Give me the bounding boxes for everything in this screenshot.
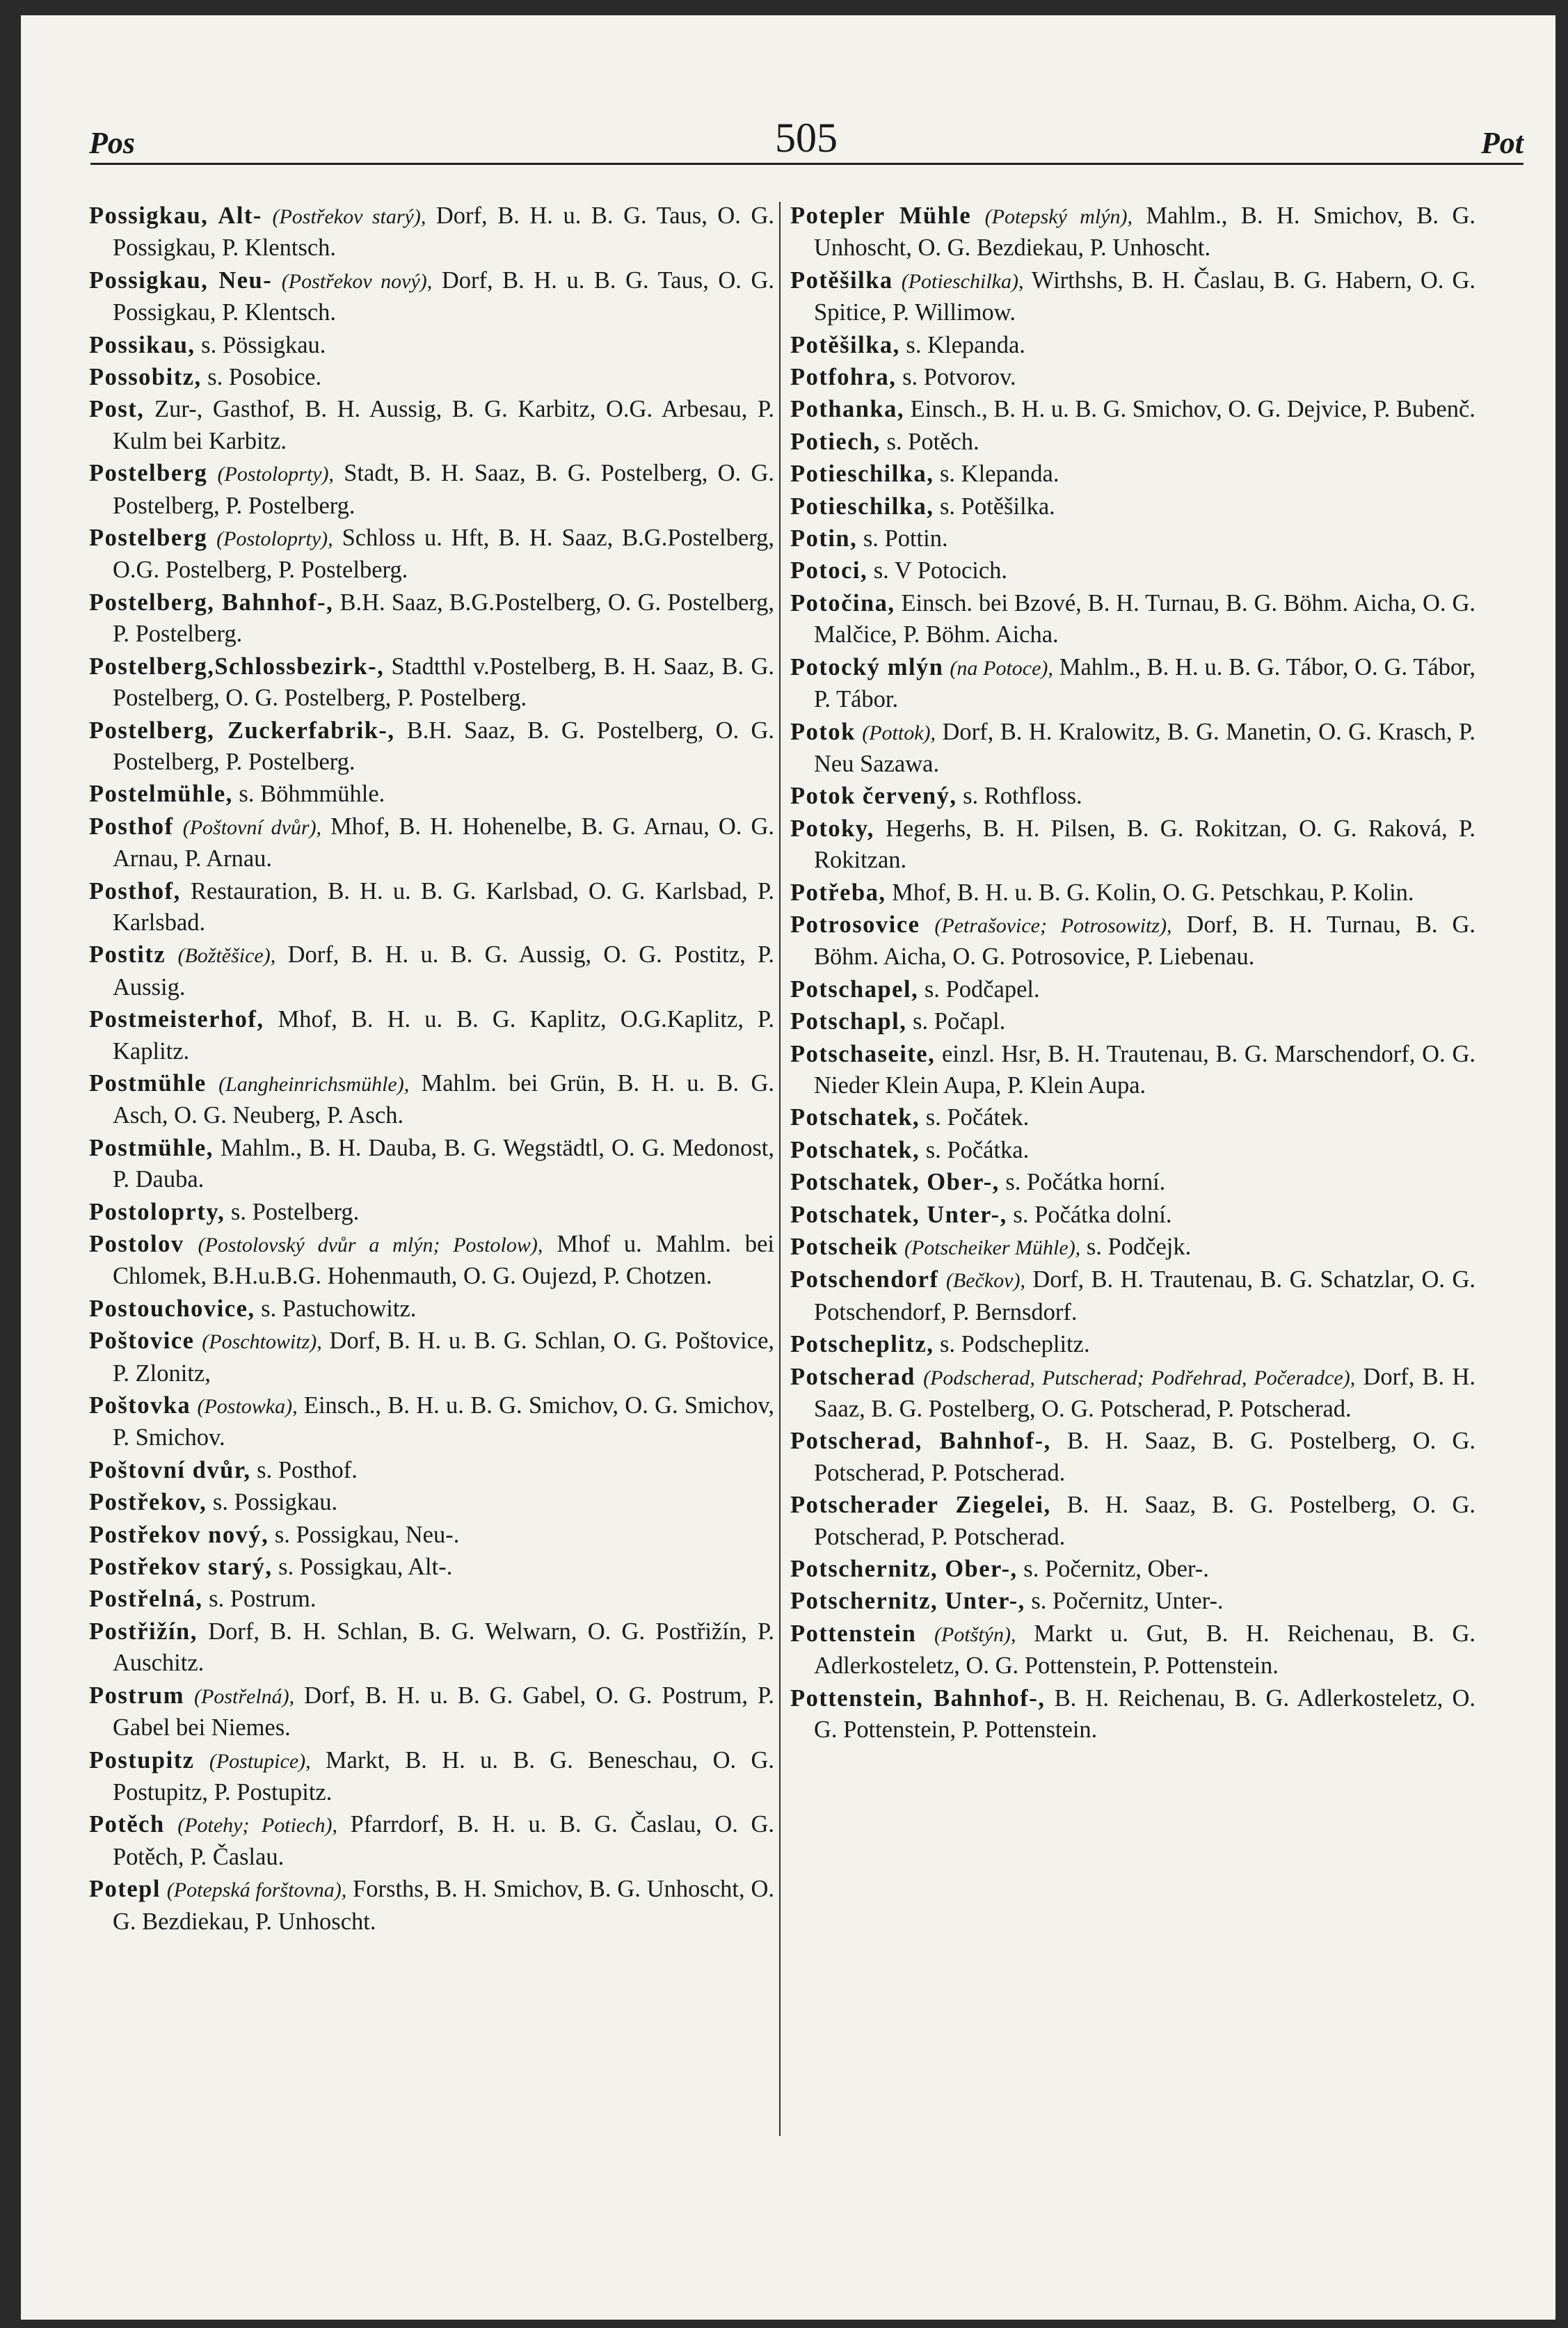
running-head bbox=[89, 104, 1523, 167]
entry-description: Mhof, B. H. Hohenelbe, B. G. Arnau, O. G. Arnau, P. Arnau. bbox=[113, 813, 774, 872]
entry-description: Mahlm., B. H. Smichov, B. G. Unhoscht, O. G. Bezdiekau, P. Unhoscht. bbox=[814, 202, 1476, 262]
gazetteer-entry bbox=[89, 330, 774, 361]
entry-description: Mhof, B. H. u. B. G. Kolin, O. G. Petschkau, P. Kolin. bbox=[892, 879, 1414, 906]
gazetteer-entry bbox=[89, 1584, 774, 1615]
gazetteer-entry bbox=[89, 715, 774, 779]
entry-description: s. Podčejk. bbox=[1086, 1234, 1192, 1260]
entry-description: Mahlm., B. H. Dauba, B. G. Wegstädtl, O. G. Medonost, P. Dauba. bbox=[113, 1134, 774, 1193]
gazetteer-entry bbox=[790, 1618, 1475, 1682]
gazetteer-entry bbox=[790, 330, 1475, 361]
entry-description: Wirthshs, B. H. Časlau, B. G. Habern, O. G. Spitice, P. Willimow. bbox=[814, 266, 1475, 326]
right-column bbox=[790, 200, 1475, 1747]
gazetteer-entry bbox=[89, 1616, 774, 1680]
entry-headword: Potin, bbox=[790, 525, 858, 552]
entry-headword: Potschatek, bbox=[790, 1104, 920, 1131]
page bbox=[21, 15, 1555, 2320]
entry-description: B. H. Reichenau, B. G. Adlerkosteletz, O. G. Pottenstein, P. Pottenstein. bbox=[814, 1684, 1475, 1744]
entry-description: s. Böhmmühle. bbox=[239, 781, 385, 808]
entry-alternate-name: (Langheinrichsmühle), bbox=[218, 1072, 410, 1096]
entry-headword: Postmühle bbox=[89, 1069, 207, 1097]
entry-headword: Postelberg,Schlossbezirk-, bbox=[89, 653, 385, 680]
entry-description: s. Potěšilka. bbox=[940, 493, 1055, 520]
entry-headword: Postelberg bbox=[89, 525, 208, 552]
entry-headword: Postupitz bbox=[89, 1746, 195, 1773]
left-column bbox=[89, 200, 774, 1938]
entry-description: Dorf, B. H. Turnau, B. G. Böhm. Aicha, O. G. Potrosovice, P. Liebenau. bbox=[814, 911, 1475, 971]
gazetteer-entry bbox=[89, 394, 774, 457]
gazetteer-entry bbox=[790, 1167, 1475, 1198]
entry-description: Markt u. Gut, B. H. Reichenau, B. G. Adlerkosteletz, O. G. Pottenstein, P. Pottenstein. bbox=[814, 1620, 1476, 1680]
gazetteer-entry bbox=[89, 1552, 774, 1583]
entry-description: Pfarrdorf, B. H. u. B. G. Časlau, O. G. Potěch, P. Časlau. bbox=[113, 1811, 774, 1870]
entry-headword: Potieschilka, bbox=[790, 493, 934, 520]
gazetteer-entry bbox=[790, 781, 1475, 812]
entry-alternate-name: (Potscheiker Mühle), bbox=[904, 1236, 1081, 1259]
entry-description: B. H. Saaz, B. G. Postelberg, O. G. Potscherad, P. Potscherad. bbox=[814, 1428, 1475, 1486]
entry-description: Dorf, B. H. Kralowitz, B. G. Manetin, O. G. Krasch, P. Neu Sazawa. bbox=[814, 718, 1475, 777]
gazetteer-entry bbox=[89, 1809, 774, 1873]
entry-headword: Postmühle, bbox=[89, 1134, 214, 1161]
gazetteer-entry bbox=[790, 200, 1475, 264]
gazetteer-entry bbox=[89, 1068, 774, 1132]
entry-description: s. Possigkau, Alt-. bbox=[278, 1554, 453, 1581]
gazetteer-entry bbox=[790, 459, 1475, 490]
gazetteer-entry bbox=[790, 1554, 1475, 1585]
entry-headword: Potrosovice bbox=[790, 911, 920, 938]
gazetteer-entry bbox=[89, 1004, 774, 1067]
entry-description: Dorf, B. H. Schlan, B. G. Welwarn, O. G. Postřižín, P. Auschitz. bbox=[113, 1618, 775, 1677]
gazetteer-entry bbox=[89, 1680, 774, 1744]
entry-headword: Posthof bbox=[89, 813, 174, 840]
gazetteer-entry bbox=[89, 1874, 774, 1938]
entry-description: Zur-, Gasthof, B. H. Aussig, B. G. Karbitz, O.G. Arbesau, P. Kulm bei Karbitz. bbox=[113, 396, 774, 454]
entry-description: s. Počernitz, Ober-. bbox=[1023, 1556, 1209, 1583]
entry-headword: Potschatek, Unter-, bbox=[790, 1201, 1007, 1228]
gazetteer-entry bbox=[790, 1199, 1475, 1231]
entry-description: Dorf, B. H. u. B. G. Taus, O. G. Possigkau, P. Klentsch. bbox=[113, 266, 775, 326]
entry-headword: Postřekov, bbox=[89, 1489, 207, 1516]
gazetteer-entry bbox=[790, 1102, 1475, 1133]
gazetteer-entry bbox=[89, 362, 774, 393]
entry-headword: Postřižín, bbox=[89, 1618, 198, 1645]
gazetteer-entry bbox=[89, 1455, 774, 1486]
entry-description: s. Klepanda. bbox=[906, 331, 1025, 358]
entry-headword: Potschatek, Ober-, bbox=[790, 1169, 1000, 1196]
entry-description: Forsths, B. H. Smichov, B. G. Unhoscht, O. G. Bezdiekau, P. Unhoscht. bbox=[113, 1876, 775, 1935]
entry-description: s. Počátka. bbox=[925, 1136, 1030, 1163]
entry-alternate-name: (Postřekov nový), bbox=[281, 269, 433, 293]
entry-headword: Potocký mlýn bbox=[790, 653, 944, 680]
entry-headword: Postrum bbox=[89, 1682, 184, 1709]
entry-description: einzl. Hsr, B. H. Trautenau, B. G. Marschendorf, O. G. Nieder Klein Aupa, P. Klein Aupa. bbox=[814, 1040, 1475, 1099]
entry-alternate-name: (Potehy; Potiech), bbox=[177, 1814, 338, 1837]
gazetteer-entry bbox=[790, 491, 1475, 523]
entry-headword: Pottenstein bbox=[790, 1620, 917, 1647]
entry-alternate-name: (Potštýn), bbox=[934, 1623, 1016, 1646]
column-divider bbox=[779, 202, 781, 2136]
entry-headword: Pottenstein, Bahnhof-, bbox=[790, 1684, 1046, 1712]
entry-headword: Postelberg bbox=[89, 460, 208, 487]
entry-alternate-name: (Postřekov starý), bbox=[272, 205, 426, 228]
gazetteer-entry bbox=[89, 1133, 774, 1196]
gazetteer-entry bbox=[790, 1006, 1475, 1037]
entry-headword: Postelmühle, bbox=[89, 781, 233, 808]
page-number: 505 bbox=[775, 115, 838, 161]
gazetteer-entry bbox=[89, 1390, 774, 1454]
entry-description: Stadt, B. H. Saaz, B. G. Postelberg, O. G. Postelberg, P. Postelberg. bbox=[113, 460, 774, 519]
gazetteer-entry bbox=[790, 974, 1475, 1005]
entry-description: s. Rothfloss. bbox=[963, 783, 1082, 810]
entry-description: Einsch. bei Bzové, B. H. Turnau, B. G. Böhm. Aicha, O. G. Malčice, P. Böhm. Aicha. bbox=[814, 589, 1475, 648]
entry-headword: Poštovice bbox=[89, 1328, 195, 1355]
gazetteer-entry bbox=[89, 1487, 774, 1518]
entry-description: B.H. Saaz, B. G. Postelberg, O. G. Postelberg, P. Postelberg. bbox=[113, 717, 774, 775]
entry-description: s. Počátek. bbox=[925, 1104, 1030, 1131]
header-rule bbox=[90, 163, 1523, 165]
entry-alternate-name: (Božtěšice), bbox=[177, 944, 276, 968]
gazetteer-entry bbox=[790, 362, 1475, 393]
entry-headword: Potscheik bbox=[790, 1234, 899, 1260]
gazetteer-entry bbox=[790, 555, 1475, 587]
entry-description: Dorf, B. H. u. B. G. Taus, O. G. Possigkau, P. Klentsch. bbox=[113, 202, 775, 262]
entry-description: Hegerhs, B. H. Pilsen, B. G. Rokitzan, O. G. Raková, P. Rokitzan. bbox=[814, 815, 1475, 874]
gazetteer-entry bbox=[790, 1264, 1475, 1328]
entry-headword: Potěšilka, bbox=[790, 331, 900, 358]
entry-headword: Postmeisterhof, bbox=[89, 1006, 264, 1033]
gazetteer-entry bbox=[790, 426, 1475, 458]
entry-headword: Potschapl, bbox=[790, 1008, 907, 1035]
entry-description: s. Pottin. bbox=[863, 525, 948, 552]
entry-alternate-name: (Postoloprty), bbox=[217, 463, 334, 486]
entry-headword: Postřekov nový, bbox=[89, 1521, 269, 1548]
entry-headword: Potscheplitz, bbox=[790, 1331, 934, 1358]
running-head-right: Pot bbox=[1480, 126, 1523, 160]
entry-alternate-name: (Potieschilka), bbox=[901, 269, 1024, 293]
entry-alternate-name: (Postolovský dvůr a mlýn; Postolow), bbox=[198, 1234, 543, 1257]
entry-headword: Possikau, bbox=[89, 331, 195, 358]
entry-alternate-name: (Postupice), bbox=[209, 1749, 311, 1773]
entry-headword: Potschendorf bbox=[790, 1266, 939, 1293]
gazetteer-entry bbox=[790, 1135, 1475, 1166]
entry-headword: Postolov bbox=[89, 1231, 184, 1257]
entry-description: Markt, B. H. u. B. G. Beneschau, O. G. Postupitz, P. Postupitz. bbox=[113, 1746, 775, 1805]
entry-headword: Possobitz, bbox=[89, 364, 202, 391]
entry-description: Dorf, B. H. u. B. G. Aussig, O. G. Postitz, P. Aussig. bbox=[113, 941, 774, 1000]
entry-description: Dorf, B. H. u. B. G. Schlan, O. G. Poštovice, P. Zlonitz, bbox=[113, 1328, 775, 1387]
entry-description: s. Possigkau. bbox=[212, 1489, 338, 1516]
entry-headword: Possigkau, Neu- bbox=[89, 266, 273, 294]
gazetteer-entry bbox=[89, 1229, 774, 1293]
entry-alternate-name: (Postowka), bbox=[197, 1395, 298, 1419]
entry-headword: Potschaseite, bbox=[790, 1040, 936, 1067]
entry-headword: Poštovní dvůr, bbox=[89, 1456, 251, 1483]
gazetteer-entry bbox=[89, 458, 774, 522]
entry-description: s. Počapl. bbox=[913, 1008, 1006, 1035]
entry-description: s. Podscheplitz. bbox=[939, 1331, 1090, 1358]
gazetteer-entry bbox=[790, 1039, 1475, 1102]
entry-description: Restauration, B. H. u. B. G. Karlsbad, O. G. Karlsbad, P. Karlsbad. bbox=[113, 877, 774, 936]
entry-description: s. Počátka dolní. bbox=[1013, 1201, 1172, 1228]
entry-headword: Postouchovice, bbox=[89, 1295, 255, 1322]
gazetteer-entry bbox=[790, 877, 1475, 909]
gazetteer-entry bbox=[790, 1426, 1475, 1489]
entry-description: s. Počátka horní. bbox=[1005, 1169, 1166, 1196]
entry-description: Dorf, B. H. u. B. G. Gabel, O. G. Postrum, P. Gabel bei Niemes. bbox=[113, 1682, 774, 1741]
entry-description: Mahlm., B. H. u. B. G. Tábor, O. G. Tábor, P. Tábor. bbox=[814, 653, 1475, 713]
gazetteer-entry bbox=[790, 909, 1475, 973]
entry-headword: Poštovka bbox=[89, 1392, 191, 1419]
entry-description: s. Postrum. bbox=[209, 1586, 317, 1613]
entry-headword: Potok bbox=[790, 718, 856, 745]
entry-headword: Potoky, bbox=[790, 815, 874, 842]
gazetteer-entry bbox=[790, 1362, 1475, 1426]
entry-description: s. Pastuchowitz. bbox=[261, 1295, 417, 1322]
entry-headword: Postelberg, Bahnhof-, bbox=[89, 589, 334, 616]
entry-description: Mhof, B. H. u. B. G. Kaplitz, O.G.Kaplitz, P. Kaplitz. bbox=[113, 1006, 775, 1065]
gazetteer-entry bbox=[790, 523, 1475, 555]
gazetteer-entry bbox=[790, 1586, 1475, 1617]
entry-headword: Postitz bbox=[89, 941, 166, 968]
entry-description: s. Posthof. bbox=[257, 1456, 358, 1483]
entry-headword: Potschernitz, Unter-, bbox=[790, 1588, 1025, 1615]
gazetteer-entry bbox=[89, 779, 774, 810]
entry-description: Einsch., B. H. u. B. G. Smichov, O. G. Smichov, P. Smichov. bbox=[113, 1392, 774, 1451]
entry-headword: Possigkau, Alt- bbox=[89, 202, 262, 229]
gazetteer-entry bbox=[790, 1329, 1475, 1360]
entry-alternate-name: (Potepská forštovna), bbox=[166, 1879, 347, 1902]
gazetteer-entry bbox=[790, 265, 1475, 329]
entry-headword: Postřelná, bbox=[89, 1586, 203, 1613]
gazetteer-entry bbox=[790, 1490, 1475, 1553]
entry-headword: Postoloprty, bbox=[89, 1198, 225, 1225]
gazetteer-entry bbox=[89, 1745, 774, 1809]
entry-description: Schloss u. Hft, B. H. Saaz, B.G.Postelberg, O.G. Postelberg, P. Postelberg. bbox=[113, 525, 774, 584]
gazetteer-entry bbox=[89, 1325, 774, 1389]
entry-alternate-name: (Bečkov), bbox=[945, 1269, 1025, 1293]
entry-headword: Potepler Mühle bbox=[790, 202, 972, 229]
gazetteer-entry bbox=[790, 652, 1475, 716]
entry-description: Dorf, B. H. Saaz, B. G. Postelberg, O. G. Potscherad, P. Potscherad. bbox=[814, 1363, 1475, 1423]
gazetteer-entry bbox=[790, 813, 1475, 877]
gazetteer-entry bbox=[89, 265, 774, 329]
entry-description: B. H. Saaz, B. G. Postelberg, O. G. Potscherad, P. Potscherad. bbox=[814, 1492, 1476, 1550]
entry-description: s. Počernitz, Unter-. bbox=[1031, 1588, 1224, 1615]
entry-headword: Potschatek, bbox=[790, 1136, 920, 1163]
entry-alternate-name: (Postřelná), bbox=[194, 1684, 295, 1708]
entry-headword: Potřeba, bbox=[790, 879, 886, 906]
entry-headword: Potěch bbox=[89, 1811, 165, 1838]
entry-headword: Potoci, bbox=[790, 557, 868, 584]
entry-description: B.H. Saaz, B.G.Postelberg, O. G. Postelberg, P. Postelberg. bbox=[113, 589, 775, 648]
entry-description: Stadtthl v.Postelberg, B. H. Saaz, B. G. Postelberg, O. G. Postelberg, P. Postelberg. bbox=[113, 653, 774, 712]
running-head-left: Pos bbox=[89, 126, 135, 160]
entry-description: s. Podčapel. bbox=[924, 975, 1040, 1003]
entry-headword: Posthof, bbox=[89, 877, 181, 904]
entry-headword: Post, bbox=[89, 396, 145, 423]
entry-description: s. Klepanda. bbox=[940, 461, 1059, 488]
entry-headword: Potscherader Ziegelei, bbox=[790, 1492, 1051, 1519]
entry-alternate-name: (Podscherad, Putscherad; Podřehrad, Počeradce), bbox=[923, 1366, 1356, 1389]
entry-description: s. Posobice. bbox=[207, 364, 322, 391]
entry-headword: Potscherad, Bahnhof-, bbox=[790, 1428, 1051, 1455]
entry-headword: Potepl bbox=[89, 1876, 161, 1903]
entry-description: s. Possigkau, Neu-. bbox=[274, 1521, 460, 1548]
gazetteer-entry bbox=[89, 523, 774, 587]
gazetteer-entry bbox=[89, 1520, 774, 1551]
entry-alternate-name: (Poschtowitz), bbox=[202, 1330, 322, 1354]
entry-alternate-name: (Postoloprty), bbox=[216, 527, 333, 551]
entry-headword: Potok červený, bbox=[790, 783, 957, 810]
entry-headword: Potieschilka, bbox=[790, 461, 934, 488]
entry-headword: Potočina, bbox=[790, 589, 895, 616]
entry-headword: Postřekov starý, bbox=[89, 1554, 273, 1581]
entry-description: s. Pössigkau. bbox=[201, 331, 326, 358]
gazetteer-entry bbox=[89, 1197, 774, 1228]
gazetteer-entry bbox=[89, 587, 774, 651]
entry-description: s. Postelberg. bbox=[230, 1198, 360, 1225]
entry-description: Mahlm. bei Grün, B. H. u. B. G. Asch, O. G. Neuberg, P. Asch. bbox=[113, 1069, 774, 1129]
entry-alternate-name: (na Potoce), bbox=[950, 656, 1053, 680]
gazetteer-entry bbox=[790, 1683, 1475, 1746]
gazetteer-entry bbox=[89, 939, 774, 1003]
gazetteer-entry bbox=[89, 811, 774, 875]
entry-alternate-name: (Petrašovice; Potrosowitz), bbox=[934, 914, 1172, 937]
entry-description: s. Potvorov. bbox=[902, 364, 1016, 391]
entry-headword: Pothanka, bbox=[790, 396, 904, 423]
gazetteer-entry bbox=[89, 651, 774, 715]
entry-headword: Potfohra, bbox=[790, 364, 897, 391]
entry-headword: Potschapel, bbox=[790, 975, 919, 1003]
entry-headword: Potscherad bbox=[790, 1363, 915, 1390]
entry-description: Einsch., B. H. u. B. G. Smichov, O. G. Dejvice, P. Bubenč. bbox=[910, 396, 1475, 423]
gazetteer-entry bbox=[89, 876, 774, 939]
entry-headword: Potiech, bbox=[790, 428, 881, 455]
gazetteer-entry bbox=[89, 200, 774, 264]
gazetteer-entry bbox=[790, 717, 1475, 781]
gazetteer-entry bbox=[89, 1293, 774, 1325]
entry-description: Mhof u. Mahlm. bei Chlomek, B.H.u.B.G. Hohenmauth, O. G. Oujezd, P. Chotzen. bbox=[113, 1231, 775, 1290]
entry-alternate-name: (Poštovní dvůr), bbox=[182, 815, 322, 839]
entry-headword: Potschernitz, Ober-, bbox=[790, 1556, 1018, 1583]
entry-headword: Potěšilka bbox=[790, 266, 893, 294]
gazetteer-entry bbox=[790, 394, 1475, 425]
gazetteer-entry bbox=[790, 588, 1475, 651]
entry-description: Dorf, B. H. Trautenau, B. G. Schatzlar, O. G. Potschendorf, P. Bernsdorf. bbox=[814, 1266, 1476, 1325]
gazetteer-entry bbox=[790, 1231, 1475, 1263]
entry-alternate-name: (Potepský mlýn), bbox=[984, 205, 1133, 228]
entry-description: s. Potěch. bbox=[886, 428, 979, 455]
entry-headword: Postelberg, Zuckerfabrik-, bbox=[89, 717, 395, 744]
entry-alternate-name: (Pottok), bbox=[862, 721, 936, 744]
entry-description: s. V Potocich. bbox=[873, 557, 1008, 584]
